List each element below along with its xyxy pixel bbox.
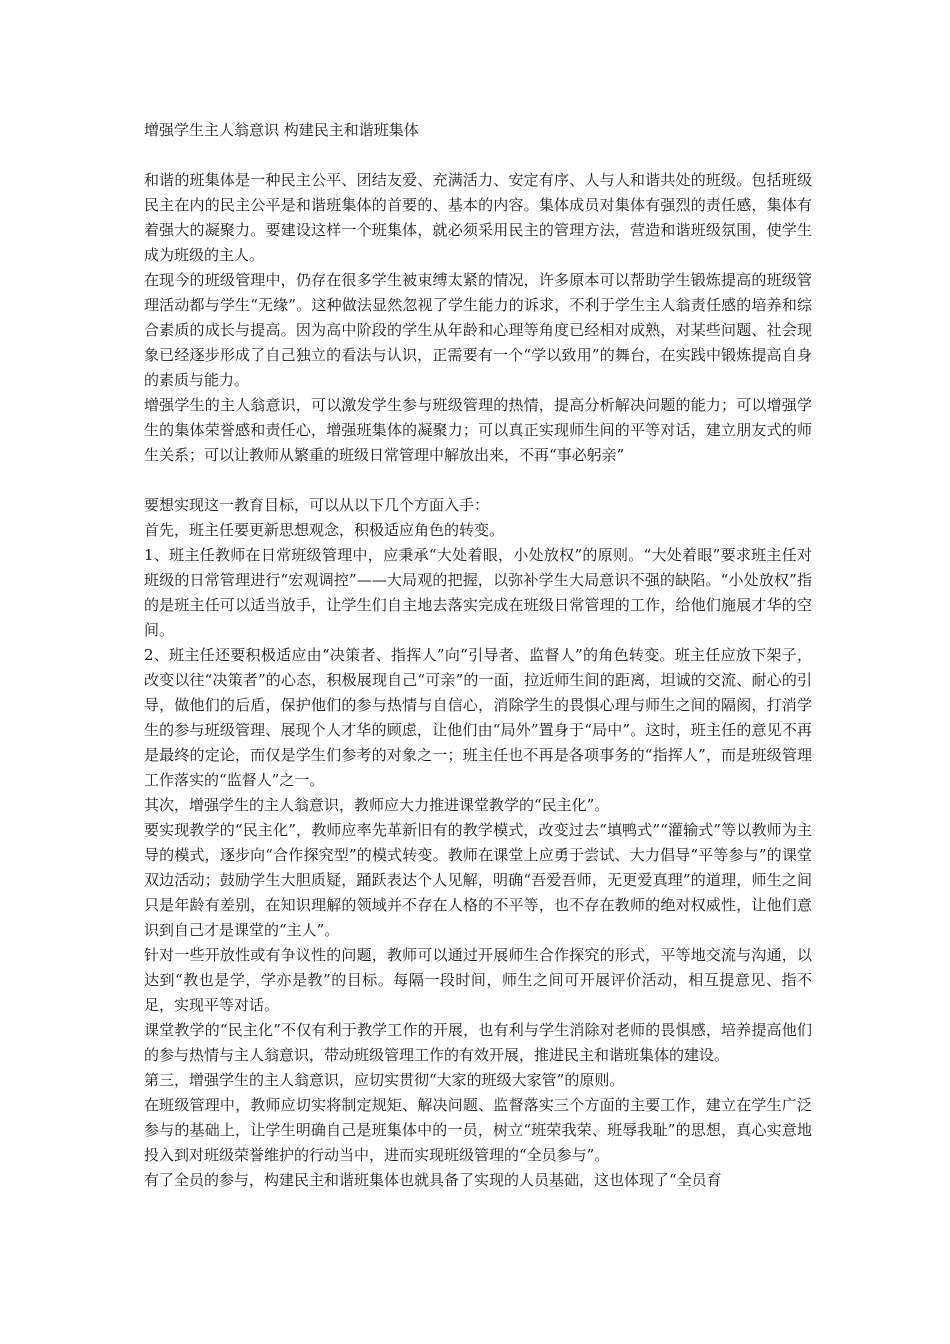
paragraph-13: 第三，增强学生的主人翁意识，应切实贯彻“大家的班级大家管”的原则。 — [144, 1071, 625, 1089]
paragraph-7: 1、班主任教师在日常班级管理中，应秉承“大处着眼，小处放权”的原则。“大处着眼”要求班主任对班级的日常管理进行“宏观调控”——大局观的把握，以弥补学生大局意识不强的缺陷。“小处放权”指的是班主任可以适当放手，让学生们自主地去落实完成在班级日常管理的工作，给他们施展才华的空间。 — [144, 546, 812, 639]
paragraph-8: 2、班主任还要积极适应由“决策者、指挥人”向“引导者、监督人”的角色转变。班主任应放下架子，改变以往“决策者”的心态，积极展现自己“可亲”的一面，拉近师生间的距离，坦诚的交流、耐心的引导，做他们的后盾，保护他们的参与热情与自信心，消除学生的畏惧心理与师生之间的隔阂，打消学生的参与班级管理、展现个人才华的顾虑，让他们由“局外”置身于“局中”。这时，班主任的意见不再是最终的定论，而仅是学生们参考的对象之一；班主任也不再是各项事务的“指挥人”，而是班级管理工作落实的“监督人”之一。 — [144, 646, 812, 789]
blank-line — [144, 468, 812, 493]
paragraph-5: 要想实现这一教育目标，可以从以下几个方面入手： — [144, 496, 490, 514]
paragraph-3: 增强学生的主人翁意识，可以激发学生参与班级管理的热情，提高分析解决问题的能力；可以增强学生的集体荣誉感和责任心，增强班集体的凝聚力；可以真正实现师生间的平等对话，建立朋友式的师生关系；可以让教师从繁重的班级日常管理中解放出来，不再“事必躬亲” — [144, 396, 812, 464]
paragraph-10: 要实现教学的“民主化”，教师应率先革新旧有的教学模式，改变过去“填鸭式”“灌输式”等以教师为主导的模式，逐步向“合作探究型”的模式转变。教师在课堂上应勇于尝试、大力倡导“平等参与”的课堂双边活动；鼓励学生大胆质疑，踊跃表达个人见解，明确“吾爱吾师，无更爱真理”的道理，师生之间只是年龄有差别，在知识理解的领域并不存在人格的不平等，也不存在教师的绝对权威性，让他们意识到自己才是课堂的“主人”。 — [144, 821, 812, 939]
paragraph-11: 针对一些开放性或有争议性的问题，教师可以通过开展师生合作探究的形式，平等地交流与沟通，以达到“教也是学，学亦是教”的目标。每隔一段时间，师生之间可开展评价活动，相互提意见、指不足，实现平等对话。 — [144, 946, 812, 1014]
paragraph-1: 和谐的班集体是一种民主公平、团结友爱、充满活力、安定有序、人与人和谐共处的班级。包括班级民主在内的民主公平是和谐班集体的首要的、基本的内容。集体成员对集体有强烈的责任感，集体有着强大的凝聚力。要建设这样一个班集体，就必须采用民主的管理方法，营造和谐班级氛围，使学生成为班级的主人。 — [144, 171, 812, 264]
document-body — [144, 168, 812, 1193]
document-title: 增强学生主人翁意识 构建民主和谐班集体 — [144, 121, 419, 139]
paragraph-14: 在班级管理中，教师应切实将制定规矩、解决问题、监督落实三个方面的主要工作，建立在学生广泛参与的基础上，让学生明确自己是班集体中的一员，树立“班荣我荣、班辱我耻”的思想，真心实意地投入到对班级荣誉维护的行动当中，进而实现班级管理的“全员参与”。 — [144, 1096, 812, 1164]
title-spacer — [144, 143, 812, 168]
paragraph-15: 有了全员的参与，构建民主和谐班集体也就具备了实现的人员基础，这也体现了“全员育 — [144, 1171, 722, 1189]
paragraph-2: 在现今的班级管理中，仍存在很多学生被束缚太紧的情况，许多原本可以帮助学生锻炼提高的班级管理活动都与学生“无缘”。这种做法显然忽视了学生能力的诉求，不利于学生主人翁责任感的培养和综合素质的成长与提高。因为高中阶段的学生从年龄和心理等角度已经相对成熟，对某些问题、社会现象已经逐步形成了自己独立的看法与认识，正需要有一个“学以致用”的舞台，在实践中锻炼提高自身的素质与能力。 — [144, 271, 812, 389]
document-page — [144, 118, 812, 1193]
paragraph-6: 首先，班主任要更新思想观念，积极适应角色的转变。 — [144, 521, 505, 539]
paragraph-12: 课堂教学的“民主化”不仅有利于教学工作的开展，也有利与学生消除对老师的畏惧感，培养提高他们的参与热情与主人翁意识，带动班级管理工作的有效开展，推进民主和谐班集体的建设。 — [144, 1021, 812, 1064]
paragraph-9: 其次，增强学生的主人翁意识，教师应大力推进课堂教学的“民主化”。 — [144, 796, 610, 814]
